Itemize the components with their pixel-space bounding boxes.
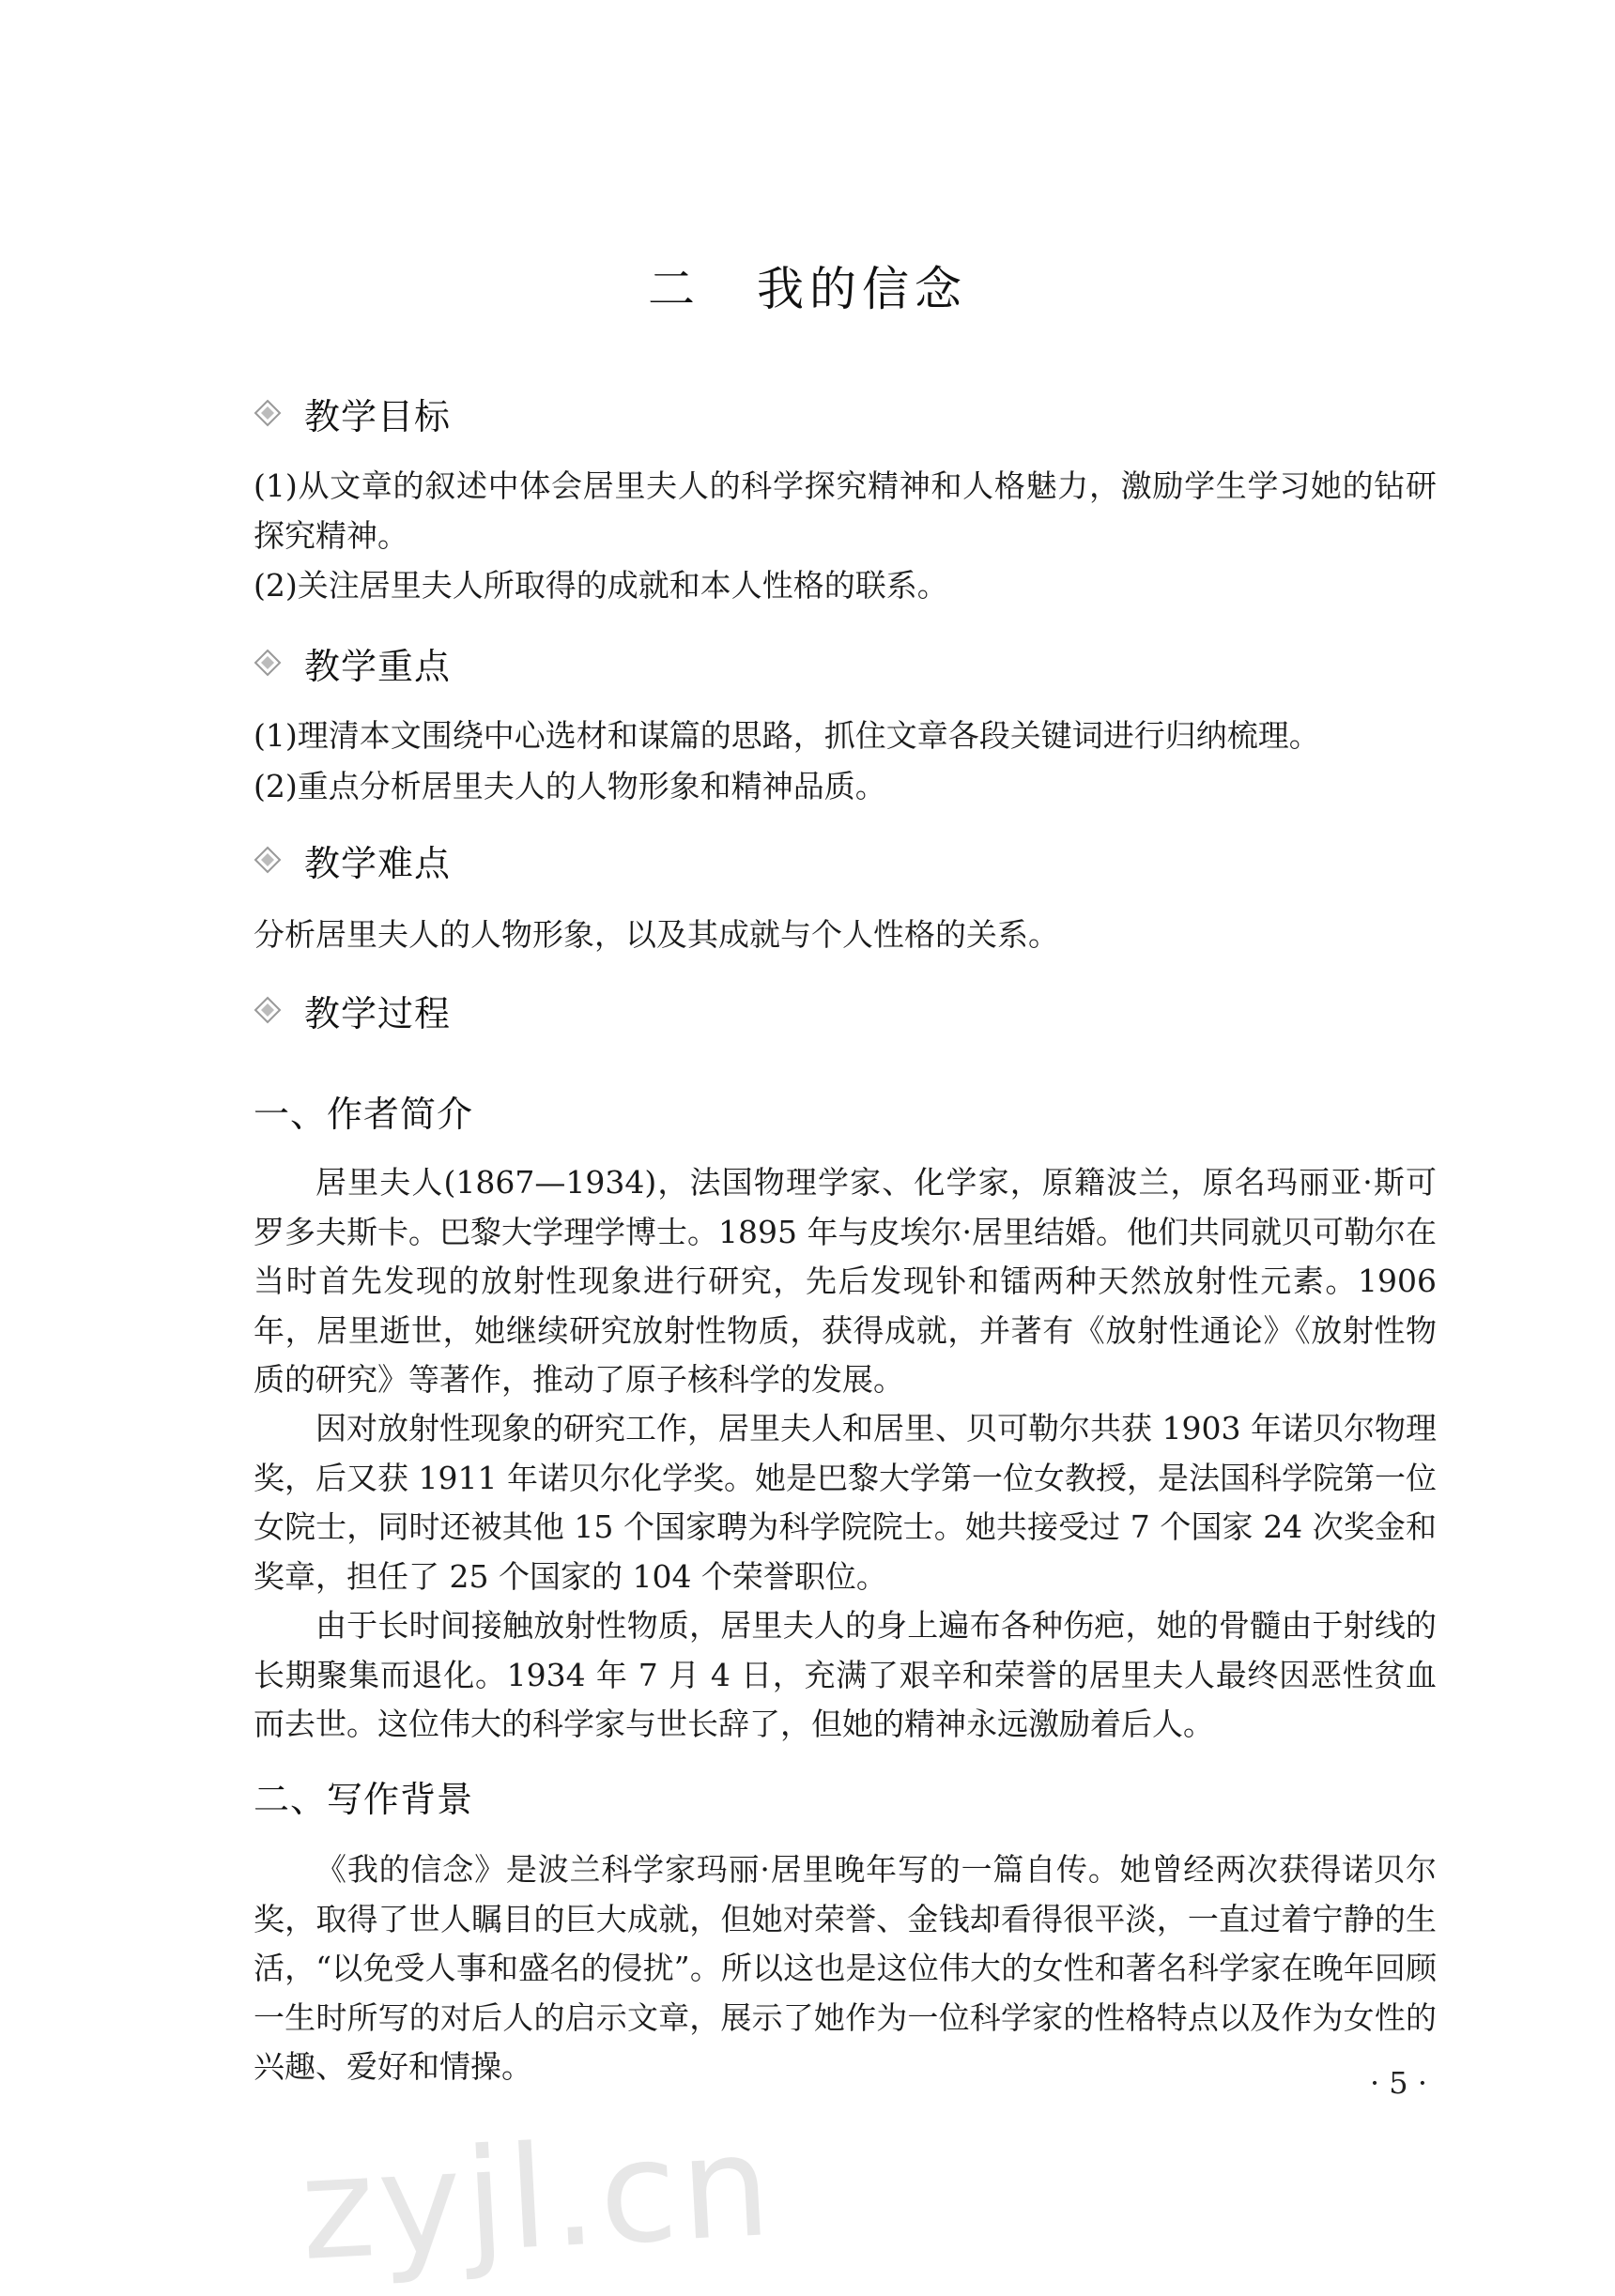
watermark: zyjl.cn [296, 2104, 778, 2293]
subheading-background: 二、写作背景 [254, 1779, 474, 1820]
author-paragraph-2: 因对放射性现象的研究工作，居里夫人和居里、贝可勒尔共获 1903 年诺贝尔物理奖，后又获 1911 年诺贝尔化学奖。她是巴黎大学第一位女教授，是法国科学院第一位女院士，同时还被其他 15 个国家聘为科学院院士。她共接受过 7 个国家 24 次奖金和奖章，担任了 25 个国家的 104 个荣誉职位。 [254, 1410, 1437, 1595]
author-paragraph-3: 由于长时间接触放射性物质，居里夫人的身上遍布各种伤疤，她的骨髓由于射线的长期聚集而退化。1934 年 7 月 4 日，充满了艰辛和荣誉的居里夫人最终因恶性贫血而去世。这位伟大的科学家与世长辞了，但她的精神永远激励着后人。 [254, 1607, 1437, 1742]
section-heading-focus: 教学重点 [254, 635, 451, 691]
subheading-author: 一、作者简介 [254, 1094, 474, 1135]
focus-item-1: (1)理清本文围绕中心选材和谋篇的思路，抓住文章各段关键词进行归纳梳理。 [254, 717, 1320, 754]
diamond-ornament-icon [254, 846, 282, 874]
background-paragraph-1: 《我的信念》是波兰科学家玛丽·居里晚年写的一篇自传。她曾经两次获得诺贝尔奖，取得了世人瞩目的巨大成就，但她对荣誉、金钱却看得很平淡，一直过着宁静的生活，“以免受人事和盛名的侵扰”。所以这也是这位伟大的女性和著名科学家在晚年回顾一生时所写的对后人的启示文章，展示了她作为一位科学家的性格特点以及作为女性的兴趣、爱好和情操。 [254, 1851, 1437, 2085]
author-paragraph-1: 居里夫人(1867—1934)，法国物理学家、化学家，原籍波兰，原名玛丽亚·斯可罗多夫斯卡。巴黎大学理学博士。1895 年与皮埃尔·居里结婚。他们共同就贝可勒尔在当时首先发现的放射性现象进行研究，先后发现钋和镭两种天然放射性元素。1906 年，居里逝世，她继续研究放射性物质，获得成就，并著有《放射性通论》《放射性物质的研究》等著作，推动了原子核科学的发展。 [254, 1164, 1437, 1398]
title-text: 我的信念 [757, 262, 967, 316]
page-number: · 5 · [1369, 2065, 1427, 2101]
difficulty-text: 分析居里夫人的人物形象，以及其成就与个人性格的关系。 [254, 916, 1059, 953]
diamond-ornament-icon [254, 649, 282, 677]
diamond-ornament-icon [254, 996, 282, 1024]
section-heading-goals: 教学目标 [254, 385, 451, 441]
title-number: 二 [648, 262, 700, 316]
diamond-ornament-icon [254, 399, 282, 427]
section-heading-difficulty: 教学难点 [254, 832, 451, 888]
page-title [0, 252, 1615, 319]
section-heading-process: 教学过程 [254, 982, 451, 1038]
focus-item-2: (2)重点分析居里夫人的人物形象和精神品质。 [254, 768, 886, 804]
goals-item-2: (2)关注居里夫人所取得的成就和本人性格的联系。 [254, 567, 948, 604]
goals-item-1: (1)从文章的叙述中体会居里夫人的科学探究精神和人格魅力，激励学生学习她的钻研探究精神。 [254, 467, 1437, 554]
